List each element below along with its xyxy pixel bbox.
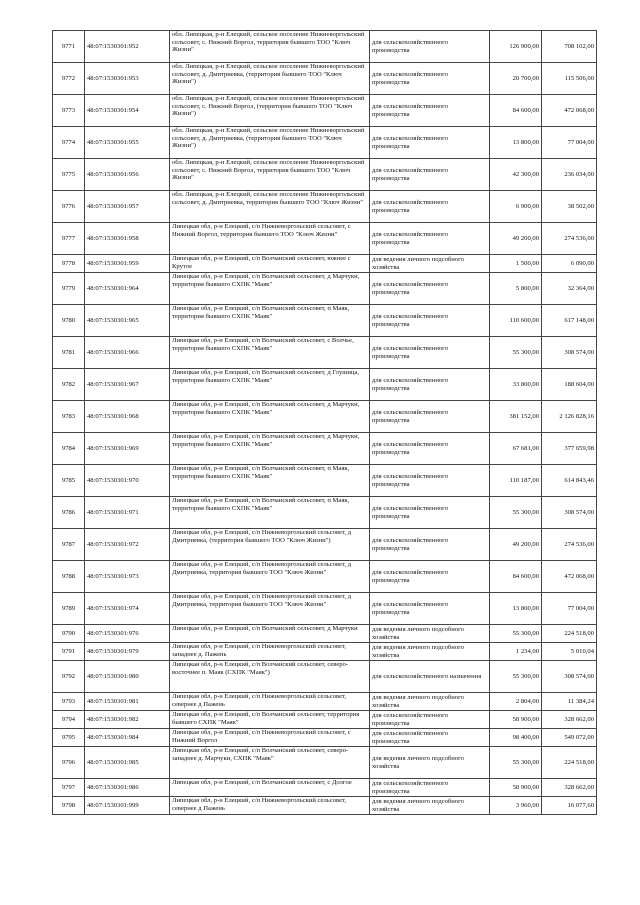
permitted-use: для сельскохозяйственного производства <box>370 337 490 369</box>
table-row <box>53 223 597 255</box>
row-number: 9786 <box>53 497 85 529</box>
permitted-use: для ведения личного подсобного хозяйства <box>370 693 490 711</box>
permitted-use: для сельскохозяйственного производства <box>370 593 490 625</box>
row-number: 9773 <box>53 95 85 127</box>
parcel-area: 58 900,00 <box>490 779 542 797</box>
cadastral-number: 48:07:1530301:968 <box>85 401 170 433</box>
parcel-area: 1 500,00 <box>490 255 542 273</box>
cadastral-value: 308 574,00 <box>542 661 597 693</box>
cadastral-number: 48:07:1530301:967 <box>85 369 170 401</box>
parcel-area: 3 960,00 <box>490 797 542 815</box>
cadastral-number: 48:07:1530301:952 <box>85 31 170 63</box>
cadastral-number: 48:07:1530301:973 <box>85 561 170 593</box>
parcel-address: Липецкая обл, р-н Елецкий, с/п Нижневоргольский сельсовет, с Нижний Воргол <box>170 729 370 747</box>
parcel-address: Липецкая обл, р-н Елецкий, с/п Нижневоргольский сельсовет, западнее д. Пажень <box>170 643 370 661</box>
row-number: 9794 <box>53 711 85 729</box>
parcel-area: 55 300,00 <box>490 747 542 779</box>
row-number: 9783 <box>53 401 85 433</box>
cadastral-number: 48:07:1530301:985 <box>85 747 170 779</box>
table-row <box>53 63 597 95</box>
table-row <box>53 561 597 593</box>
cadastral-number: 48:07:1530301:955 <box>85 127 170 159</box>
cadastral-value: 77 004,00 <box>542 127 597 159</box>
cadastral-number: 48:07:1530301:970 <box>85 465 170 497</box>
parcel-address: Липецкая обл, р-н Елецкий, с/п Нижневоргольский сельсовет, севернее д Пажень <box>170 797 370 815</box>
parcel-address: Липецкая обл, р-н Елецкий, с/п Волчанский сельсовет, с Долгое <box>170 779 370 797</box>
permitted-use: для сельскохозяйственного производства <box>370 711 490 729</box>
parcel-address: Липецкая обл, р-н Елецкий, с/п Нижневоргольский сельсовет, севернее д Пажень <box>170 693 370 711</box>
cadastral-number: 48:07:1530301:979 <box>85 643 170 661</box>
cadastral-value: 11 384,24 <box>542 693 597 711</box>
parcel-address: обл. Липецкая, р-н Елецкий, сельское поселение Нижневоргольский сельсовет, д. Дмитриевка, территория бывшего ТОО "Ключ Жизни" <box>170 191 370 223</box>
table-row <box>53 433 597 465</box>
row-number: 9784 <box>53 433 85 465</box>
row-number: 9788 <box>53 561 85 593</box>
cadastral-value: 617 148,00 <box>542 305 597 337</box>
permitted-use: для сельскохозяйственного производства <box>370 561 490 593</box>
cadastral-number: 48:07:1530301:976 <box>85 625 170 643</box>
cadastral-number: 48:07:1530301:957 <box>85 191 170 223</box>
parcel-address: обл. Липецкая, р-н Елецкий, сельское поселение Нижневоргольский сельсовет, д. Дмитриевка, (территория бывшего ТОО "Ключ Жизни") <box>170 63 370 95</box>
cadastral-number: 48:07:1530301:982 <box>85 711 170 729</box>
cadastral-number: 48:07:1530301:953 <box>85 63 170 95</box>
parcel-address: Липецкая обл, р-н Елецкий, с/п Волчанский сельсовет, п Маяк, территория бывшего СХПК "Маяк" <box>170 497 370 529</box>
permitted-use: для ведения личного подсобного хозяйства <box>370 643 490 661</box>
cadastral-value: 32 364,00 <box>542 273 597 305</box>
parcel-address: обл. Липецкая, р-н Елецкий, сельское поселение Нижневоргольский сельсовет, с. Нижний Воргол, территория бывшего ТОО "Ключ Жизни" <box>170 31 370 63</box>
table-row <box>53 593 597 625</box>
cadastral-value: 377 659,98 <box>542 433 597 465</box>
table-row <box>53 191 597 223</box>
parcel-table <box>52 30 597 815</box>
permitted-use: для сельскохозяйственного производства <box>370 223 490 255</box>
cadastral-value: 549 072,00 <box>542 729 597 747</box>
row-number: 9778 <box>53 255 85 273</box>
table-row <box>53 747 597 779</box>
parcel-address: обл. Липецкая, р-н Елецкий, сельское поселение Нижневоргольский сельсовет, с. Нижний Воргол, территория бывшего ТОО "Ключ Жизни" <box>170 159 370 191</box>
permitted-use: для сельскохозяйственного производства <box>370 497 490 529</box>
cadastral-value: 274 536,00 <box>542 223 597 255</box>
parcel-area: 42 300,00 <box>490 159 542 191</box>
parcel-area: 49 200,00 <box>490 223 542 255</box>
cadastral-value: 2 126 828,16 <box>542 401 597 433</box>
parcel-area: 381 152,00 <box>490 401 542 433</box>
permitted-use: для сельскохозяйственного производства <box>370 465 490 497</box>
register-sheet <box>52 30 596 815</box>
cadastral-number: 48:07:1530301:954 <box>85 95 170 127</box>
parcel-address: Липецкая обл, р-н Елецкий, с/п Волчанский сельсовет, д Марчуки <box>170 625 370 643</box>
row-number: 9776 <box>53 191 85 223</box>
permitted-use: для сельскохозяйственного производства <box>370 95 490 127</box>
permitted-use: для сельскохозяйственного производства <box>370 729 490 747</box>
parcel-address: Липецкая обл, р-н Елецкий, с/п Волчанский сельсовет, п Маяк, территория бывшего СХПК "Маяк" <box>170 465 370 497</box>
permitted-use: для ведения личного подсобного хозяйства <box>370 255 490 273</box>
cadastral-value: 224 518,00 <box>542 747 597 779</box>
parcel-area: 98 400,00 <box>490 729 542 747</box>
permitted-use: для сельскохозяйственного производства <box>370 369 490 401</box>
parcel-address: Липецкая обл, р-н Елецкий, с/п Волчанский сельсовет, д Глушица, территория бывшего СХПК "Маяк" <box>170 369 370 401</box>
parcel-address: Липецкая обл, р-н Елецкий, с/п Нижневоргольский сельсовет, д Дмитриевка, (территория бывшего ТОО "Ключ Жизни") <box>170 529 370 561</box>
table-row <box>53 529 597 561</box>
cadastral-number: 48:07:1530301:981 <box>85 693 170 711</box>
parcel-address: Липецкая обл, р-н Елецкий, с/п Волчанский сельсовет, южнее с Крутое <box>170 255 370 273</box>
parcel-address: Липецкая обл, р-н Елецкий, с/п Нижневоргольский сельсовет, с Нижний Воргол, территория бывшего ТОО "Ключ Жизни" <box>170 223 370 255</box>
permitted-use: для сельскохозяйственного производства <box>370 191 490 223</box>
permitted-use: для сельскохозяйственного производства <box>370 31 490 63</box>
row-number: 9785 <box>53 465 85 497</box>
cadastral-value: 38 502,00 <box>542 191 597 223</box>
row-number: 9779 <box>53 273 85 305</box>
table-row <box>53 693 597 711</box>
table-row <box>53 625 597 643</box>
table-row <box>53 127 597 159</box>
cadastral-value: 328 662,00 <box>542 711 597 729</box>
parcel-area: 49 200,00 <box>490 529 542 561</box>
row-number: 9771 <box>53 31 85 63</box>
permitted-use: для ведения личного подсобного хозяйства <box>370 625 490 643</box>
table-row <box>53 643 597 661</box>
parcel-area: 84 600,00 <box>490 561 542 593</box>
cadastral-value: 274 536,00 <box>542 529 597 561</box>
cadastral-value: 115 506,00 <box>542 63 597 95</box>
row-number: 9790 <box>53 625 85 643</box>
permitted-use: для сельскохозяйственного производства <box>370 63 490 95</box>
parcel-area: 55 300,00 <box>490 625 542 643</box>
parcel-table-body <box>53 31 597 815</box>
cadastral-value: 16 077,60 <box>542 797 597 815</box>
cadastral-number: 48:07:1530301:971 <box>85 497 170 529</box>
parcel-address: Липецкая обл, р-н Елецкий, с/п Волчанский сельсовет, северо-восточнее п. Маяк (СХПК "Маяк") <box>170 661 370 693</box>
parcel-address: Липецкая обл, р-н Елецкий, с/п Волчанский сельсовет, д Марчуки, территория бывшего СХПК "Маяк" <box>170 273 370 305</box>
parcel-address: обл. Липецкая, р-н Елецкий, сельское поселение Нижневоргольский сельсовет, с. Нижний Воргол, (территория бывшего ТОО "Ключ Жизни") <box>170 95 370 127</box>
parcel-area: 33 800,00 <box>490 369 542 401</box>
parcel-area: 126 900,00 <box>490 31 542 63</box>
table-row <box>53 779 597 797</box>
permitted-use: для ведения личного подсобного хозяйства <box>370 747 490 779</box>
row-number: 9793 <box>53 693 85 711</box>
parcel-area: 58 900,00 <box>490 711 542 729</box>
permitted-use: для ведения личного подсобного хозяйства <box>370 797 490 815</box>
parcel-area: 110 600,00 <box>490 305 542 337</box>
parcel-area: 55 300,00 <box>490 497 542 529</box>
cadastral-value: 236 034,00 <box>542 159 597 191</box>
table-row <box>53 31 597 63</box>
cadastral-value: 6 090,00 <box>542 255 597 273</box>
parcel-area: 20 700,00 <box>490 63 542 95</box>
table-row <box>53 159 597 191</box>
permitted-use: для сельскохозяйственного назначения <box>370 661 490 693</box>
parcel-area: 67 681,00 <box>490 433 542 465</box>
cadastral-number: 48:07:1530301:965 <box>85 305 170 337</box>
parcel-address: Липецкая обл, р-н Елецкий, с/п Волчанский сельсовет, территория бывшего СХПК "Маяк" <box>170 711 370 729</box>
cadastral-number: 48:07:1530301:956 <box>85 159 170 191</box>
row-number: 9777 <box>53 223 85 255</box>
permitted-use: для сельскохозяйственного производства <box>370 433 490 465</box>
permitted-use: для сельскохозяйственного производства <box>370 305 490 337</box>
table-row <box>53 95 597 127</box>
row-number: 9789 <box>53 593 85 625</box>
row-number: 9780 <box>53 305 85 337</box>
parcel-address: обл. Липецкая, р-н Елецкий, сельское поселение Нижневоргольский сельсовет, д. Дмитриевка, (территория бывшего ТОО "Ключ Жизни") <box>170 127 370 159</box>
cadastral-number: 48:07:1530301:986 <box>85 779 170 797</box>
cadastral-value: 188 604,00 <box>542 369 597 401</box>
row-number: 9772 <box>53 63 85 95</box>
parcel-area: 13 800,00 <box>490 593 542 625</box>
row-number: 9797 <box>53 779 85 797</box>
row-number: 9782 <box>53 369 85 401</box>
row-number: 9796 <box>53 747 85 779</box>
parcel-area: 1 234,00 <box>490 643 542 661</box>
cadastral-value: 308 574,00 <box>542 497 597 529</box>
cadastral-number: 48:07:1530301:969 <box>85 433 170 465</box>
parcel-area: 13 800,00 <box>490 127 542 159</box>
cadastral-value: 328 662,00 <box>542 779 597 797</box>
parcel-address: Липецкая обл, р-н Елецкий, с/п Волчанский сельсовет, северо-западнее д. Марчуки, СХПК "Маяк" <box>170 747 370 779</box>
cadastral-value: 472 068,00 <box>542 95 597 127</box>
table-row <box>53 729 597 747</box>
row-number: 9792 <box>53 661 85 693</box>
parcel-area: 6 900,00 <box>490 191 542 223</box>
table-row <box>53 273 597 305</box>
cadastral-value: 308 574,00 <box>542 337 597 369</box>
cadastral-number: 48:07:1530301:972 <box>85 529 170 561</box>
table-row <box>53 797 597 815</box>
parcel-area: 84 600,00 <box>490 95 542 127</box>
parcel-area: 5 800,00 <box>490 273 542 305</box>
permitted-use: для сельскохозяйственного производства <box>370 273 490 305</box>
parcel-address: Липецкая обл, р-н Елецкий, с/п Волчанский сельсовет, д Марчуки, территория бывшего СХПК "Маяк" <box>170 401 370 433</box>
parcel-address: Липецкая обл, р-н Елецкий, с/п Волчанский сельсовет, д Марчуки, территория бывшего СХПК "Маяк" <box>170 433 370 465</box>
table-row <box>53 255 597 273</box>
permitted-use: для сельскохозяйственного производства <box>370 159 490 191</box>
row-number: 9781 <box>53 337 85 369</box>
cadastral-number: 48:07:1530301:964 <box>85 273 170 305</box>
table-row <box>53 465 597 497</box>
table-row <box>53 305 597 337</box>
table-row <box>53 711 597 729</box>
table-row <box>53 497 597 529</box>
cadastral-value: 708 102,00 <box>542 31 597 63</box>
cadastral-value: 5 010,04 <box>542 643 597 661</box>
table-row <box>53 337 597 369</box>
parcel-area: 110 187,00 <box>490 465 542 497</box>
cadastral-value: 77 004,00 <box>542 593 597 625</box>
cadastral-number: 48:07:1530301:974 <box>85 593 170 625</box>
parcel-address: Липецкая обл, р-н Елецкий, с/п Нижневоргольский сельсовет, д Дмитриевка, территория бывшего ТОО "Ключ Жизни" <box>170 593 370 625</box>
permitted-use: для сельскохозяйственного производства <box>370 779 490 797</box>
table-row <box>53 401 597 433</box>
table-row <box>53 661 597 693</box>
cadastral-number: 48:07:1530301:980 <box>85 661 170 693</box>
row-number: 9795 <box>53 729 85 747</box>
permitted-use: для сельскохозяйственного производства <box>370 401 490 433</box>
table-row <box>53 369 597 401</box>
permitted-use: для сельскохозяйственного производства <box>370 127 490 159</box>
cadastral-value: 614 843,46 <box>542 465 597 497</box>
cadastral-number: 48:07:1530301:958 <box>85 223 170 255</box>
cadastral-number: 48:07:1530301:966 <box>85 337 170 369</box>
cadastral-number: 48:07:1530301:999 <box>85 797 170 815</box>
parcel-area: 2 804,00 <box>490 693 542 711</box>
cadastral-value: 224 518,00 <box>542 625 597 643</box>
row-number: 9791 <box>53 643 85 661</box>
cadastral-value: 472 068,00 <box>542 561 597 593</box>
parcel-area: 55 300,00 <box>490 337 542 369</box>
parcel-address: Липецкая обл, р-н Елецкий, с/п Волчанский сельсовет, п Маяк, территория бывшего СХПК "Маяк" <box>170 305 370 337</box>
row-number: 9798 <box>53 797 85 815</box>
row-number: 9787 <box>53 529 85 561</box>
cadastral-number: 48:07:1530301:959 <box>85 255 170 273</box>
row-number: 9774 <box>53 127 85 159</box>
parcel-address: Липецкая обл, р-н Елецкий, с/п Нижневоргольский сельсовет, д Дмитриевка, территория бывшего ТОО "Ключ Жизни" <box>170 561 370 593</box>
parcel-address: Липецкая обл, р-н Елецкий, с/п Волчанский сельсовет, с Волчье, территория бывшего СХПК "Маяк" <box>170 337 370 369</box>
parcel-area: 55 300,00 <box>490 661 542 693</box>
cadastral-number: 48:07:1530301:984 <box>85 729 170 747</box>
permitted-use: для сельскохозяйственного производства <box>370 529 490 561</box>
row-number: 9775 <box>53 159 85 191</box>
